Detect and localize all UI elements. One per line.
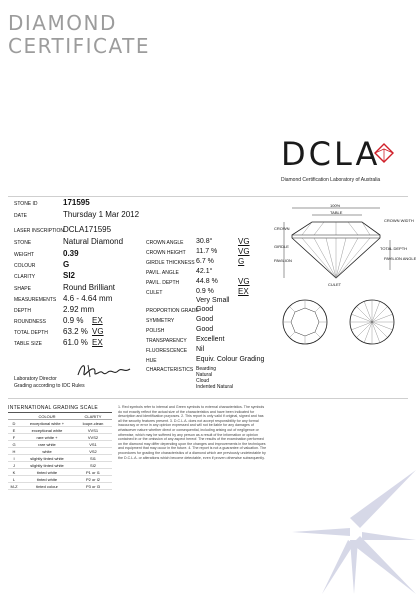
roundness-label: ROUNDNESS	[14, 319, 46, 325]
grading-scale-title: INTERNATIONAL GRADING SCALE	[8, 405, 112, 413]
fluorescence-value: Nil	[196, 346, 205, 353]
symmetry-value: Good	[196, 316, 214, 323]
stone-label: STONE	[14, 240, 32, 246]
clarity-grade: VVS1	[87, 427, 99, 433]
hue-value: Equiv. Colour Grading	[196, 356, 265, 363]
logo-subtitle: Diamond Certification Laboratory of Australia	[281, 177, 381, 183]
clarity-grade: SI1	[89, 455, 96, 461]
pavilion-depth-label: PAVIL. DEPTH	[146, 280, 180, 286]
girdle-thickness-label: GIRDLE THICKNESS	[146, 260, 195, 266]
clarity-label: CLARITY	[14, 274, 36, 280]
roundness-grade: EX	[92, 316, 103, 325]
diagram-pavilion-angle: PAVILION ANGLE	[384, 256, 416, 261]
diagram-100-percent: 100%	[330, 203, 341, 208]
grade-letter: M-Z	[10, 483, 18, 489]
clarity-grade: VS2	[89, 448, 97, 454]
grade-letter: G	[12, 441, 16, 447]
colour-desc: slightly tinted white	[30, 455, 64, 461]
characteristic-item: Natural	[196, 372, 213, 378]
shape-label: SHAPE	[14, 286, 31, 292]
characteristic-item: Cloud	[196, 378, 210, 384]
grade-letter: H	[12, 448, 16, 454]
diamond-gem-icon	[373, 142, 395, 164]
depth-value: 2.92 mm	[63, 305, 95, 314]
measurements-label: MEASUREMENTS	[14, 297, 57, 303]
table-row	[8, 441, 112, 448]
culet-value: 0.9 %	[196, 288, 214, 295]
table-size-grade: EX	[92, 338, 103, 347]
grading-scale-table	[8, 405, 112, 490]
top-divider	[8, 196, 408, 197]
transparency-value: Excellent	[196, 336, 225, 343]
crown-angle-label: CROWN ANGLE	[146, 240, 184, 246]
colour-desc: tinted white	[36, 476, 58, 482]
characteristic-item: Bearding	[196, 366, 217, 372]
girdle-thickness-value: 6.7 %	[196, 258, 214, 265]
bottom-divider	[8, 398, 408, 399]
logo-text: DCLA	[281, 135, 381, 173]
director-label: Laboratory Director	[14, 376, 57, 382]
date-value: Thursday 1 Mar 2012	[63, 210, 140, 219]
grade-letter: I	[13, 455, 15, 461]
colour-desc: exceptional white	[31, 427, 63, 433]
table-row	[8, 469, 112, 476]
diagram-total-depth: TOTAL DEPTH	[380, 246, 408, 251]
culet-label: CULET	[146, 290, 163, 296]
girdle-thickness-grade: G	[238, 257, 245, 266]
grade-letter: F	[12, 434, 16, 440]
colour-desc: white	[42, 448, 52, 454]
certificate-title	[8, 12, 150, 58]
title-line-1: DIAMOND	[8, 11, 117, 35]
symmetry-label: SYMMETRY	[146, 318, 175, 324]
stone-id-value: 171595	[63, 198, 90, 207]
crown-height-value: 11.7 %	[196, 248, 218, 255]
measurements-value: 4.6 - 4.64 mm	[63, 294, 113, 303]
colour-desc: slightly tinted white	[30, 462, 64, 468]
clarity-grade: VVS2	[87, 434, 99, 440]
roundness-value: 0.9 %	[63, 316, 84, 325]
characteristic-item: Indented Natural	[196, 384, 233, 390]
title-line-2: CERTIFICATE	[8, 34, 151, 58]
grade-letter: L	[12, 476, 16, 482]
diagram-crown-width: CROWN WIDTH	[384, 218, 414, 223]
characteristics-label: CHARACTERISTICS	[146, 367, 194, 373]
stone-id-label: STONE ID	[14, 201, 38, 207]
depth-label: DEPTH	[14, 308, 31, 314]
diagram-table: TABLE	[330, 210, 343, 215]
date-label: DATE	[14, 213, 27, 219]
laser-inscription-value: DCLA171595	[63, 225, 112, 234]
colour-value: G	[63, 260, 70, 269]
clarity-grade: P1 or I1	[85, 469, 100, 475]
total-depth-grade: VG	[92, 327, 104, 336]
diagram-culet: CULET	[328, 282, 342, 287]
pavilion-angle-label: PAVIL. ANGLE	[146, 270, 179, 276]
diagram-girdle: GIRDLE	[274, 244, 289, 249]
table-row	[8, 455, 112, 462]
hue-label: HUE	[146, 358, 157, 364]
grade-letter: J	[13, 462, 15, 468]
culet-grade: EX	[238, 287, 249, 296]
total-depth-value: 63.2 %	[63, 327, 88, 336]
fluorescence-label: FLUORESCENCE	[146, 348, 188, 354]
crown-height-label: CROWN HEIGHT	[146, 250, 186, 256]
grade-letter: E	[12, 427, 16, 433]
clarity-value: SI2	[63, 271, 76, 280]
colour-desc: tinted colour	[36, 483, 58, 489]
laser-inscription-label: LASER INSCRIPTION	[14, 228, 65, 234]
grading-rules-label: Grading according to IDC Rules	[14, 383, 85, 389]
header-clarity: CLARITY	[84, 413, 102, 419]
clarity-grade: SI2	[89, 462, 96, 468]
colour-desc: rare white +	[36, 434, 58, 440]
colour-desc: exceptional white +	[29, 420, 65, 426]
weight-label: WEIGHT	[14, 252, 34, 258]
table-row	[8, 476, 112, 483]
dcla-logo	[281, 135, 391, 178]
pavilion-depth-grade: VG	[238, 277, 250, 286]
culet-size: Very Small	[196, 297, 230, 304]
proportion-grade-value: Good	[196, 306, 214, 313]
table-size-label: TABLE SIZE	[14, 341, 42, 347]
crown-angle-grade: VG	[238, 237, 250, 246]
clarity-grade: P2 or I2	[85, 476, 100, 482]
crown-angle-value: 30.8°	[196, 238, 213, 245]
table-size-value: 61.0 %	[63, 338, 88, 347]
diamond-proportion-diagram	[272, 200, 416, 400]
clarity-grade: P3 or I3	[85, 483, 100, 489]
polish-label: POLISH	[146, 328, 165, 334]
grade-letter: K	[12, 469, 16, 475]
clarity-grade: loupe-clean	[82, 420, 104, 426]
header-colour: COLOUR	[38, 413, 56, 419]
diagram-crown: CROWN	[274, 226, 290, 231]
total-depth-label: TOTAL DEPTH	[14, 330, 48, 336]
diamond-profile-icon	[272, 200, 412, 400]
table-row	[8, 448, 112, 455]
proportion-grade-label: PROPORTION GRADE	[146, 308, 199, 314]
transparency-label: TRANSPARENCY	[146, 338, 187, 344]
director-signature	[74, 361, 134, 381]
table-row	[8, 462, 112, 469]
table-row	[8, 427, 112, 434]
colour-desc: rare white	[38, 441, 56, 447]
clarity-grade: VS1	[89, 441, 97, 447]
stone-value: Natural Diamond	[63, 237, 124, 246]
disclaimer-notes: 1. Red symbols refer to internal and Green symbols to external characteristics. The symbols do not exactly reflect the actual size of the characteristics and have been indicated for description and identification purposes. 2. This report is only valid if original, signed and has all the security features present. 3. D.C.L.A. does not accept responsibility for any formal inaccuracy or error in any opinion expressed and will not be liable for any damages of whatsoever nature whether direct or consequential, including arising out of negligence or otherwise, which may be suffered by any person as a result of the information or opinion contained in or the omission of any aspect hereof. The results of the examination performed on the diamond may differ depending upon the changes and improvements in the techniques and equipment that may occur in the future. 4. The report is not a guarantee of valuation. The procedures for grading the characteristics of a diamond which are previously undetectable by the D.C.L.A. or alterations which become detectable, even if proven otherwise subsequently.	[118, 405, 267, 460]
shape-value: Round Brilliant	[63, 283, 116, 292]
colour-desc: tinted white	[36, 469, 58, 475]
table-row	[8, 420, 112, 427]
pavilion-depth-value: 44.8 %	[196, 278, 218, 285]
star-watermark-icon	[292, 470, 416, 594]
grading-scale-header	[8, 413, 112, 420]
grade-letter: D	[12, 420, 16, 426]
table-row	[8, 434, 112, 441]
polish-value: Good	[196, 326, 214, 333]
pavilion-angle-value: 42.1°	[196, 268, 213, 275]
table-row	[8, 483, 112, 490]
weight-value: 0.39	[63, 249, 79, 258]
colour-label: COLOUR	[14, 263, 36, 269]
crown-height-grade: VG	[238, 247, 250, 256]
diagram-pavilion: PAVILION	[274, 258, 292, 263]
